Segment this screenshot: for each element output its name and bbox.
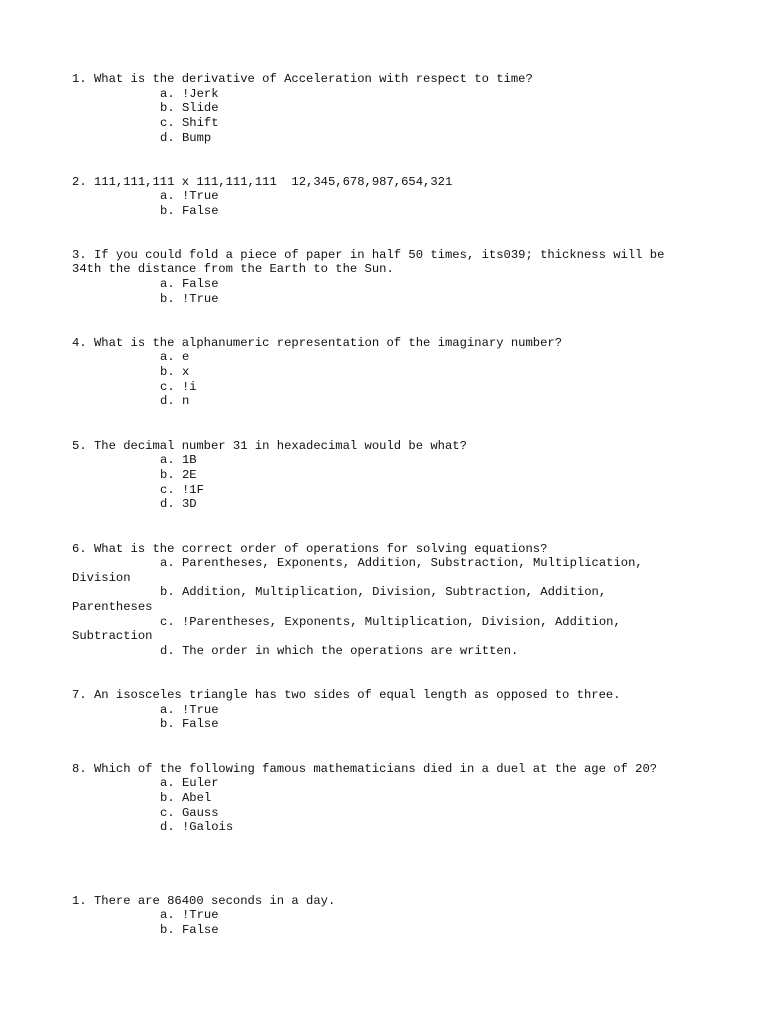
question-8-text: 8. Which of the following famous mathematicians died in a duel at the age of 20? bbox=[72, 762, 658, 776]
question-6-option-a-continued: Division bbox=[72, 571, 131, 585]
question-1-option-a: a. !Jerk bbox=[160, 87, 219, 101]
question-3-option-a: a. False bbox=[160, 277, 219, 291]
question-5-option-a: a. 1B bbox=[160, 453, 197, 467]
question-5-text: 5. The decimal number 31 in hexadecimal would be what? bbox=[72, 439, 467, 453]
question-4-option-a: a. e bbox=[160, 350, 190, 364]
question-6-option-d: d. The order in which the operations are written. bbox=[160, 644, 519, 658]
question-7-option-a: a. !True bbox=[160, 703, 219, 717]
question-8-option-c: c. Gauss bbox=[160, 806, 219, 820]
question-6-option-c-continued: Subtraction bbox=[72, 629, 153, 643]
question-7-text: 7. An isosceles triangle has two sides of equal length as opposed to three. bbox=[72, 688, 621, 702]
question-4-option-c: c. !i bbox=[160, 380, 197, 394]
question-6-option-a: a. Parentheses, Exponents, Addition, Substraction, Multiplication, bbox=[160, 556, 643, 570]
question-9-text: 1. There are 86400 seconds in a day. bbox=[72, 894, 336, 908]
question-9-option-b: b. False bbox=[160, 923, 219, 937]
question-8-option-d: d. !Galois bbox=[160, 820, 234, 834]
question-4-option-b: b. x bbox=[160, 365, 190, 379]
question-4-option-d: d. n bbox=[160, 394, 190, 408]
question-5-option-b: b. 2E bbox=[160, 468, 197, 482]
question-5-option-d: d. 3D bbox=[160, 497, 197, 511]
question-1-option-c: c. Shift bbox=[160, 116, 219, 130]
question-6-option-c: c. !Parentheses, Exponents, Multiplication, Division, Addition, bbox=[160, 615, 621, 629]
question-2-text: 2. 111,111,111 x 111,111,111 12,345,678,987,654,321 bbox=[72, 175, 453, 189]
question-4-text: 4. What is the alphanumeric representation of the imaginary number? bbox=[72, 336, 563, 350]
question-2-option-a: a. !True bbox=[160, 189, 219, 203]
question-8-option-a: a. Euler bbox=[160, 776, 219, 790]
question-1-option-b: b. Slide bbox=[160, 101, 219, 115]
question-6-text: 6. What is the correct order of operations for solving equations? bbox=[72, 542, 548, 556]
question-8-option-b: b. Abel bbox=[160, 791, 212, 805]
question-1-option-d: d. Bump bbox=[160, 131, 212, 145]
question-3-text: 3. If you could fold a piece of paper in half 50 times, its039; thickness will be bbox=[72, 248, 665, 262]
question-7-option-b: b. False bbox=[160, 717, 219, 731]
question-9-option-a: a. !True bbox=[160, 908, 219, 922]
question-1-text: 1. What is the derivative of Acceleration with respect to time? bbox=[72, 72, 533, 86]
question-6-option-b: b. Addition, Multiplication, Division, Subtraction, Addition, bbox=[160, 585, 607, 599]
question-6-option-b-continued: Parentheses bbox=[72, 600, 153, 614]
question-2-option-b: b. False bbox=[160, 204, 219, 218]
question-3-text-continued: 34th the distance from the Earth to the Sun. bbox=[72, 262, 394, 276]
question-5-option-c: c. !1F bbox=[160, 483, 204, 497]
question-3-option-b: b. !True bbox=[160, 292, 219, 306]
